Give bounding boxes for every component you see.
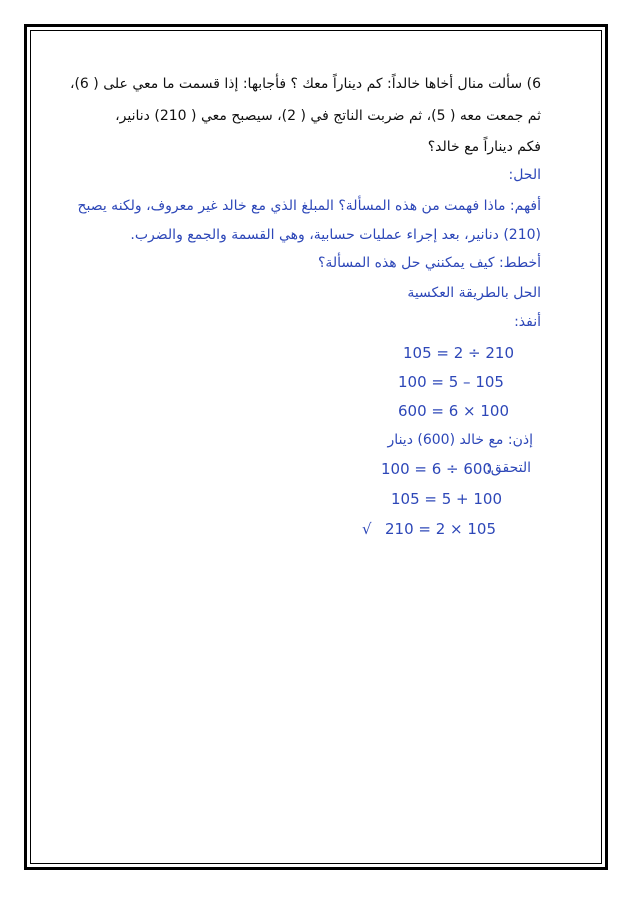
execute-label: أنفذ: [514, 314, 541, 330]
equation-1: 105 = 2 ÷ 210 [403, 344, 515, 362]
answer-line: إذن: مع خالد (600) دينار [387, 432, 533, 448]
check-equation-2: 105 = 5 + 100 [391, 490, 503, 508]
understand-line-2: (210) دنانير، بعد إجراء عمليات حسابية، وهي القسمة والجمع والضرب. [130, 227, 541, 243]
equation-3: 600 = 6 × 100 [398, 402, 510, 420]
check-label: التحقق: [486, 460, 531, 476]
check-equation-1: 100 = 6 ÷ 600 [381, 460, 493, 478]
plan-line: أخطط: كيف يمكنني حل هذه المسألة؟ [317, 255, 541, 271]
equation-2: 100 = 5 – 105 [398, 373, 504, 391]
method-line: الحل بالطريقة العكسية [407, 285, 541, 301]
check-equation-3: 210 = 2 × 105 [385, 520, 497, 538]
solution-heading: الحل: [508, 167, 541, 183]
understand-line-1: أفهم: ماذا فهمت من هذه المسألة؟ المبلغ الذي مع خالد غير معروف، ولكنه يصبح [77, 198, 541, 214]
problem-line-2: ثم جمعت معه ( 5)، ثم ضربت الناتج في ( 2)، سيصبح معي ( 210) دنانير، [115, 108, 541, 124]
problem-line-3: فكم ديناراً مع خالد؟ [427, 139, 541, 155]
problem-line-1: 6) سألت منال أخاها خالداً: كم ديناراً معك ؟ فأجابها: إذا قسمت ما معي على ( 6)، [69, 76, 541, 92]
check-mark-icon: √ [362, 520, 372, 538]
